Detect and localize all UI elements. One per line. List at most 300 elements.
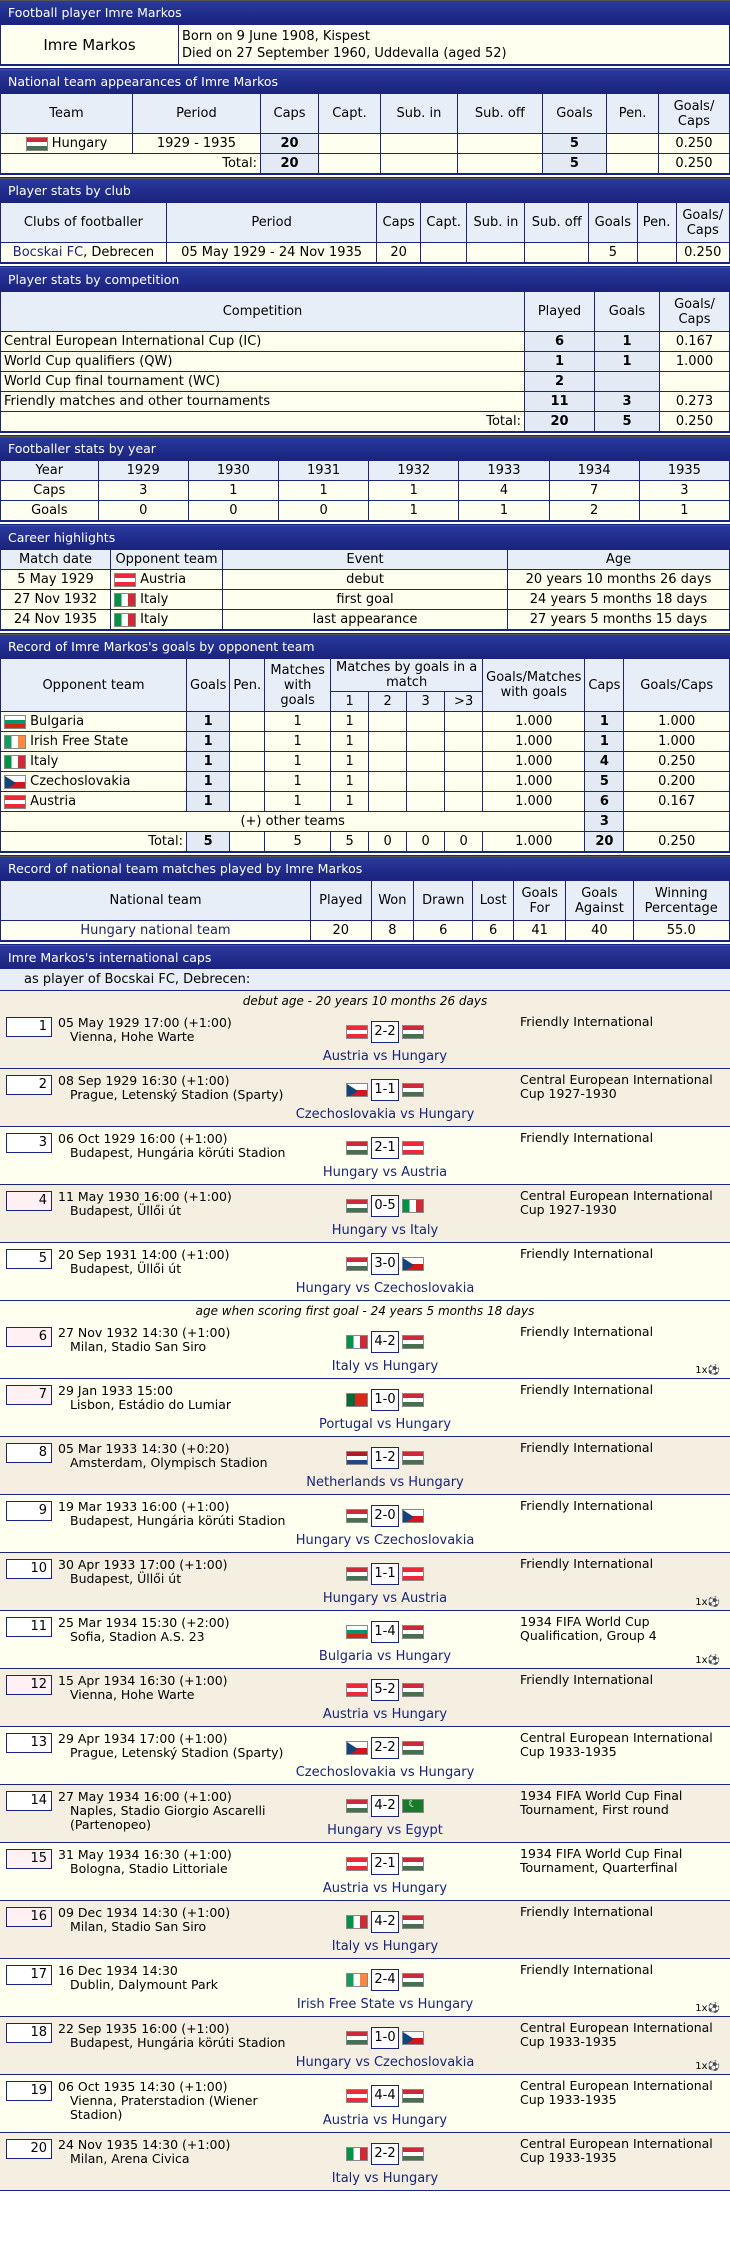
- age-cell: 20 years 10 months 26 days: [508, 570, 730, 590]
- match-date: 22 Sep 1935 16:00 (+1:00): [58, 2021, 230, 2036]
- portugal-flag-icon: [346, 1393, 368, 1407]
- stat-cell: [230, 712, 265, 732]
- match-row[interactable]: [0, 2133, 730, 2191]
- match-teams[interactable]: Bulgaria vs Hungary: [318, 1649, 452, 1664]
- hungary-flag-icon: [346, 1141, 368, 1155]
- column-header: Goals/ Caps: [660, 292, 730, 332]
- match-competition: Central European International Cup 1927-1930: [520, 1072, 713, 1101]
- column-header: Matches by goals in a match: [331, 659, 483, 692]
- match-score: [340, 1021, 430, 1043]
- section-title: Record of Imre Markos's goals by opponent team: [0, 634, 730, 658]
- score-box: 1-0: [371, 2027, 399, 2049]
- year-cell: 1933: [459, 461, 549, 481]
- opponent-table: [0, 658, 730, 852]
- match-row[interactable]: [0, 1785, 730, 1843]
- goal-ball-icon: 1x⚽: [695, 2061, 720, 2072]
- match-teams[interactable]: Hungary vs Italy: [331, 1223, 439, 1238]
- stat-cell: 1: [331, 772, 369, 792]
- stat-cell: 1: [265, 772, 331, 792]
- match-venue: Budapest, Hungária körúti Stadion: [70, 2035, 286, 2050]
- stat-cell: 4: [585, 752, 624, 772]
- stat-cell: [407, 792, 445, 812]
- ratio-cell: 1.000: [660, 352, 730, 372]
- stat-cell: 1.000: [624, 712, 730, 732]
- year-cell: 1930: [188, 461, 278, 481]
- hungary-flag-icon: [346, 1567, 368, 1581]
- austria-flag-icon: [402, 1567, 424, 1581]
- stat-cell: [369, 772, 407, 792]
- goal-ball-icon: 1x⚽: [695, 2003, 720, 2014]
- total-cell: 0: [445, 832, 483, 852]
- age-note: age when scoring first goal - 24 years 5 months 18 days: [0, 1301, 730, 1321]
- section-title: Player stats by club: [0, 178, 730, 202]
- column-header: 2: [369, 692, 407, 712]
- match-date: 06 Oct 1929 16:00 (+1:00): [58, 1131, 228, 1146]
- match-teams[interactable]: Italy vs Hungary: [331, 1359, 439, 1374]
- stat-cell: 1.000: [483, 712, 585, 732]
- year-cell: 3: [639, 481, 729, 501]
- appearances-table: [0, 93, 730, 174]
- match-score: [340, 1137, 430, 1159]
- section-title: Record of national team matches played by Imre Markos: [0, 856, 730, 880]
- ratio-cell: 0.167: [660, 332, 730, 352]
- match-row[interactable]: [0, 1379, 730, 1437]
- goals-cell: 5: [542, 134, 607, 154]
- column-header: Drawn: [414, 881, 473, 921]
- match-venue: Amsterdam, Olympisch Stadion: [70, 1455, 268, 1470]
- year-cell: 0: [188, 501, 278, 521]
- score-box: 2-2: [371, 1737, 399, 1759]
- match-competition: Central European International Cup 1933-1935: [520, 2020, 713, 2049]
- international-caps: [0, 945, 730, 2191]
- hungary-flag-icon: [402, 1625, 424, 1639]
- column-header: Won: [371, 881, 413, 921]
- score-box: 2-2: [371, 2143, 399, 2165]
- czechoslovakia-flag-icon: [4, 775, 26, 789]
- match-teams[interactable]: Italy vs Hungary: [331, 2171, 439, 2186]
- match-score: [340, 1621, 430, 1643]
- column-header: >3: [445, 692, 483, 712]
- table-row: [1, 590, 730, 610]
- italy-flag-icon: [114, 593, 136, 607]
- column-header: Goals/ Caps: [658, 94, 729, 134]
- stat-cell: 0.167: [624, 792, 730, 812]
- netherlands-flag-icon: [346, 1451, 368, 1465]
- match-teams[interactable]: Hungary vs Egypt: [327, 1823, 443, 1838]
- italy-flag-icon: [346, 1915, 368, 1929]
- ratio-cell: 0.273: [660, 392, 730, 412]
- stat-cell: [407, 712, 445, 732]
- score-box: 2-1: [371, 1137, 399, 1159]
- stat-cell: [369, 752, 407, 772]
- match-venue: Budapest, Üllői út: [70, 1203, 182, 1218]
- column-header: Goals/Caps: [624, 659, 730, 712]
- match-venue: Milan, Stadio San Siro: [70, 1339, 207, 1354]
- hungary-flag-icon: [402, 1915, 424, 1929]
- match-competition: Friendly International: [520, 1014, 654, 1029]
- match-competition: Central European International Cup 1933-1935: [520, 2078, 713, 2107]
- stat-cell: 0.250: [624, 752, 730, 772]
- section-title: Imre Markos's international caps: [0, 945, 730, 969]
- score-box: 5-2: [371, 1679, 399, 1701]
- column-header: Matches with goals: [265, 659, 331, 712]
- column-header: Played: [525, 292, 595, 332]
- column-header: Goals: [542, 94, 607, 134]
- column-header: Period: [166, 203, 376, 243]
- hungary-flag-icon: [402, 1025, 424, 1039]
- austria-flag-icon: [4, 795, 26, 809]
- match-teams[interactable]: Austria vs Hungary: [322, 1707, 448, 1722]
- total-ratio: 0.250: [660, 412, 730, 432]
- total-cell: 0: [369, 832, 407, 852]
- period-cell: 1929 - 1935: [132, 134, 260, 154]
- player-info-table: [0, 24, 730, 65]
- record-cell: 40: [566, 921, 633, 941]
- other-teams: (+) other teams: [1, 812, 585, 832]
- ireland-flag-icon: [4, 735, 26, 749]
- stat-cell: [369, 792, 407, 812]
- match-date: 24 Nov 1935 14:30 (+1:00): [58, 2137, 231, 2152]
- match-score: [340, 2143, 430, 2165]
- match-number: 15: [6, 1849, 52, 1869]
- table-row: [1, 392, 730, 412]
- match-teams[interactable]: Austria vs Hungary: [322, 1049, 448, 1064]
- score-box: 2-1: [371, 1853, 399, 1875]
- czechoslovakia-flag-icon: [346, 1083, 368, 1097]
- match-teams[interactable]: Hungary vs Czechoslovakia: [295, 1533, 475, 1548]
- match-row[interactable]: [0, 1437, 730, 1495]
- match-competition: Central European International Cup 1933-1935: [520, 1730, 713, 1759]
- match-row[interactable]: [0, 1553, 730, 1611]
- match-row[interactable]: [0, 1611, 730, 1669]
- match-teams[interactable]: Hungary vs Austria: [322, 1591, 448, 1606]
- column-header: Caps: [260, 94, 318, 134]
- opponent-cell: Italy: [111, 590, 223, 610]
- record-cell: 8: [371, 921, 413, 941]
- match-teams[interactable]: Italy vs Hungary: [331, 1939, 439, 1954]
- match-date: 09 Dec 1934 14:30 (+1:00): [58, 1905, 231, 1920]
- table-row: [1, 501, 730, 521]
- stat-cell: [407, 772, 445, 792]
- match-row[interactable]: [0, 1727, 730, 1785]
- match-venue: Milan, Arena Civica: [70, 2151, 190, 2166]
- goals-cell: 3: [595, 392, 660, 412]
- match-row[interactable]: [0, 1185, 730, 1243]
- match-number: 13: [6, 1733, 52, 1753]
- match-teams[interactable]: Austria vs Hungary: [322, 1881, 448, 1896]
- total-played: 20: [525, 412, 595, 432]
- goal-ball-icon: 1x⚽: [695, 1365, 720, 1376]
- club-city: , Debrecen: [83, 245, 155, 260]
- column-header: Lost: [473, 881, 514, 921]
- match-score: [340, 1331, 430, 1353]
- match-teams[interactable]: Portugal vs Hungary: [318, 1417, 452, 1432]
- austria-flag-icon: [346, 1683, 368, 1697]
- table-row: [1, 570, 730, 590]
- year-cell: Caps: [1, 481, 99, 501]
- italy-flag-icon: [4, 755, 26, 769]
- competition-name: World Cup qualifiers (QW): [1, 352, 525, 372]
- match-number: 1: [6, 1017, 52, 1037]
- caps-cell: 20: [377, 243, 421, 263]
- match-venue: Naples, Stadio Giorgio Ascarelli (Partenopeo): [70, 1803, 266, 1832]
- event-cell: debut: [223, 570, 508, 590]
- match-row[interactable]: [0, 1321, 730, 1379]
- column-header: National team: [1, 881, 311, 921]
- match-number: 4: [6, 1191, 52, 1211]
- match-teams[interactable]: Czechoslovakia vs Hungary: [295, 1765, 475, 1780]
- empty-cell: [607, 134, 659, 154]
- italy-flag-icon: [346, 1335, 368, 1349]
- match-teams[interactable]: Czechoslovakia vs Hungary: [295, 1107, 475, 1122]
- ireland-flag-icon: [346, 1973, 368, 1987]
- year-cell: 7: [549, 481, 639, 501]
- year-cell: 0: [278, 501, 368, 521]
- match-score: [340, 1505, 430, 1527]
- match-competition: Friendly International: [520, 1904, 654, 1919]
- stat-cell: 1: [265, 752, 331, 772]
- austria-flag-icon: [402, 1141, 424, 1155]
- empty-cell: [458, 134, 543, 154]
- stat-cell: 1: [331, 732, 369, 752]
- club-subheader: as player of Bocskai FC, Debrecen:: [0, 969, 730, 991]
- record-table: [0, 880, 730, 941]
- table-row: [1, 752, 730, 772]
- table-row: [1, 772, 730, 792]
- year-cell: 1: [278, 481, 368, 501]
- score-box: 1-0: [371, 1389, 399, 1411]
- match-date: 27 Nov 1932 14:30 (+1:00): [58, 1325, 231, 1340]
- score-box: 4-2: [371, 1331, 399, 1353]
- hungary-flag-icon: [402, 1683, 424, 1697]
- section-title: Football player Imre Markos: [0, 0, 730, 24]
- column-header: Sub. off: [458, 94, 543, 134]
- stat-cell: 1: [331, 752, 369, 772]
- total-goals: 5: [595, 412, 660, 432]
- column-header: Clubs of footballer: [1, 203, 167, 243]
- match-teams[interactable]: Hungary vs Czechoslovakia: [295, 1281, 475, 1296]
- record-cell: 6: [473, 921, 514, 941]
- table-row: [1, 372, 730, 392]
- year-cell: 1929: [98, 461, 188, 481]
- match-row[interactable]: [0, 1959, 730, 2017]
- italy-flag-icon: [114, 613, 136, 627]
- match-competition: Friendly International: [520, 1246, 654, 1261]
- match-row[interactable]: [0, 1011, 730, 1069]
- match-venue: Sofia, Stadion A.S. 23: [70, 1629, 205, 1644]
- total-label: Total:: [1, 154, 261, 174]
- column-header: Caps: [585, 659, 624, 712]
- match-teams[interactable]: Netherlands vs Hungary: [306, 1475, 464, 1490]
- opponent-cell: Bulgaria: [1, 712, 187, 732]
- stat-cell: [230, 752, 265, 772]
- match-date: 15 Apr 1934 16:30 (+1:00): [58, 1673, 228, 1688]
- hungary-flag-icon: [402, 2147, 424, 2161]
- record-cell: 20: [311, 921, 372, 941]
- match-number: 19: [6, 2081, 52, 2101]
- competition-name: World Cup final tournament (WC): [1, 372, 525, 392]
- national-appearances: [0, 69, 730, 174]
- opponent-cell: Austria: [111, 570, 223, 590]
- column-header: Goals: [187, 659, 230, 712]
- goals-cell: 1: [595, 332, 660, 352]
- austria-flag-icon: [346, 2089, 368, 2103]
- stat-cell: [445, 772, 483, 792]
- stat-cell: 1.000: [483, 772, 585, 792]
- match-row[interactable]: [0, 1901, 730, 1959]
- stat-cell: 1: [331, 712, 369, 732]
- column-header: Caps: [377, 203, 421, 243]
- played-cell: 2: [525, 372, 595, 392]
- match-competition: Friendly International: [520, 1324, 654, 1339]
- highlights-table: [0, 549, 730, 630]
- match-number: 18: [6, 2023, 52, 2043]
- match-number: 10: [6, 1559, 52, 1579]
- match-score: [340, 1079, 430, 1101]
- year-cell: 1: [369, 481, 459, 501]
- hungary-flag-icon: [402, 2089, 424, 2103]
- match-date: 16 Dec 1934 14:30: [58, 1963, 178, 1978]
- stat-cell: 1.000: [483, 752, 585, 772]
- club-cell: [1, 243, 167, 263]
- total-cell: 0: [407, 832, 445, 852]
- stat-cell: 1: [265, 792, 331, 812]
- year-cell: 1934: [549, 461, 639, 481]
- total-goals: 5: [542, 154, 607, 174]
- year-cell: 1: [188, 481, 278, 501]
- match-row[interactable]: [0, 1069, 730, 1127]
- stat-cell: [230, 772, 265, 792]
- year-cell: Year: [1, 461, 99, 481]
- table-row: [1, 332, 730, 352]
- opponent-cell: Irish Free State: [1, 732, 187, 752]
- played-cell: 1: [525, 352, 595, 372]
- match-venue: Prague, Letenský Stadion (Sparty): [70, 1745, 284, 1760]
- year-cell: 1: [369, 501, 459, 521]
- match-row[interactable]: [0, 2075, 730, 2133]
- match-competition: Friendly International: [520, 1130, 654, 1145]
- competition-stats: [0, 267, 730, 432]
- match-date: 29 Apr 1934 17:00 (+1:00): [58, 1731, 228, 1746]
- empty-cell: [319, 134, 381, 154]
- match-date: 19 Mar 1933 16:00 (+1:00): [58, 1499, 230, 1514]
- column-header: Capt.: [319, 94, 381, 134]
- competition-name: Friendly matches and other tournaments: [1, 392, 525, 412]
- year-cell: 1: [639, 501, 729, 521]
- year-cell: 1: [459, 501, 549, 521]
- played-cell: 6: [525, 332, 595, 352]
- match-date: 05 May 1929 17:00 (+1:00): [58, 1015, 232, 1030]
- hungary-flag-icon: [402, 1083, 424, 1097]
- match-number: 11: [6, 1617, 52, 1637]
- match-venue: Vienna, Hohe Warte: [70, 1029, 195, 1044]
- total-cell: 5: [265, 832, 331, 852]
- career-highlights: [0, 525, 730, 630]
- club-link[interactable]: Bocskai FC: [12, 245, 84, 260]
- goals-cell: 5: [589, 243, 638, 263]
- stat-cell: [445, 752, 483, 772]
- match-row[interactable]: [0, 2017, 730, 2075]
- match-score: [340, 1389, 430, 1411]
- match-teams[interactable]: Hungary vs Austria: [322, 1165, 448, 1180]
- match-score: [340, 1447, 430, 1469]
- bulgaria-flag-icon: [346, 1625, 368, 1639]
- team-cell: [1, 134, 133, 154]
- match-score: [340, 2027, 430, 2049]
- stat-cell: [407, 732, 445, 752]
- match-number: 5: [6, 1249, 52, 1269]
- team-link[interactable]: Hungary national team: [80, 923, 231, 938]
- match-number: 17: [6, 1965, 52, 1985]
- austria-flag-icon: [346, 1025, 368, 1039]
- total-cell: 20: [585, 832, 624, 852]
- total-cell: 0.250: [624, 832, 730, 852]
- match-teams[interactable]: Hungary vs Czechoslovakia: [295, 2055, 475, 2070]
- match-row[interactable]: [0, 1843, 730, 1901]
- year-cell: 1932: [369, 461, 459, 481]
- italy-flag-icon: [346, 2147, 368, 2161]
- match-score: [340, 1253, 430, 1275]
- player-name: Imre Markos: [1, 25, 179, 65]
- hungary-flag-icon: [402, 1741, 424, 1755]
- opponent-cell: Czechoslovakia: [1, 772, 187, 792]
- column-header: Goals For: [514, 881, 566, 921]
- goals-cell: 1: [595, 352, 660, 372]
- total-cell: 5: [331, 832, 369, 852]
- table-row: [1, 712, 730, 732]
- match-row[interactable]: [0, 1127, 730, 1185]
- match-number: 16: [6, 1907, 52, 1927]
- year-cell: 4: [459, 481, 549, 501]
- match-teams[interactable]: Austria vs Hungary: [322, 2113, 448, 2128]
- czechoslovakia-flag-icon: [402, 1509, 424, 1523]
- player-header: [0, 0, 730, 65]
- match-competition: Friendly International: [520, 1962, 654, 1977]
- match-venue: Milan, Stadio San Siro: [70, 1919, 207, 1934]
- year-cell: Goals: [1, 501, 99, 521]
- match-number: 9: [6, 1501, 52, 1521]
- match-score: [340, 1563, 430, 1585]
- table-row: [1, 461, 730, 481]
- stat-cell: [230, 792, 265, 812]
- match-venue: Budapest, Hungária körúti Stadion: [70, 1145, 286, 1160]
- record-cell: [1, 921, 311, 941]
- column-header: Event: [223, 550, 508, 570]
- match-row[interactable]: [0, 1495, 730, 1553]
- table-row: [1, 352, 730, 372]
- column-header: Period: [132, 94, 260, 134]
- match-row[interactable]: [0, 1669, 730, 1727]
- empty-cell: [380, 134, 457, 154]
- score-box: 2-4: [371, 1969, 399, 1991]
- goal-ball-icon: 1x⚽: [695, 1597, 720, 1608]
- score-box: 4-2: [371, 1911, 399, 1933]
- column-header: Capt.: [420, 203, 466, 243]
- match-row[interactable]: [0, 1243, 730, 1301]
- score-box: 1-2: [371, 1447, 399, 1469]
- born-text: Born on 9 June 1908, Kispest: [182, 28, 370, 44]
- match-teams[interactable]: Irish Free State vs Hungary: [296, 1997, 474, 2012]
- stat-cell: 1: [187, 732, 230, 752]
- total-label: Total:: [1, 412, 525, 432]
- period-cell: 05 May 1929 - 24 Nov 1935: [166, 243, 376, 263]
- competition-name: Central European International Cup (IC): [1, 332, 525, 352]
- match-competition: Friendly International: [520, 1498, 654, 1513]
- stat-cell: [230, 732, 265, 752]
- stat-cell: 1: [585, 712, 624, 732]
- table-row: [1, 921, 730, 941]
- stat-cell: 1: [265, 712, 331, 732]
